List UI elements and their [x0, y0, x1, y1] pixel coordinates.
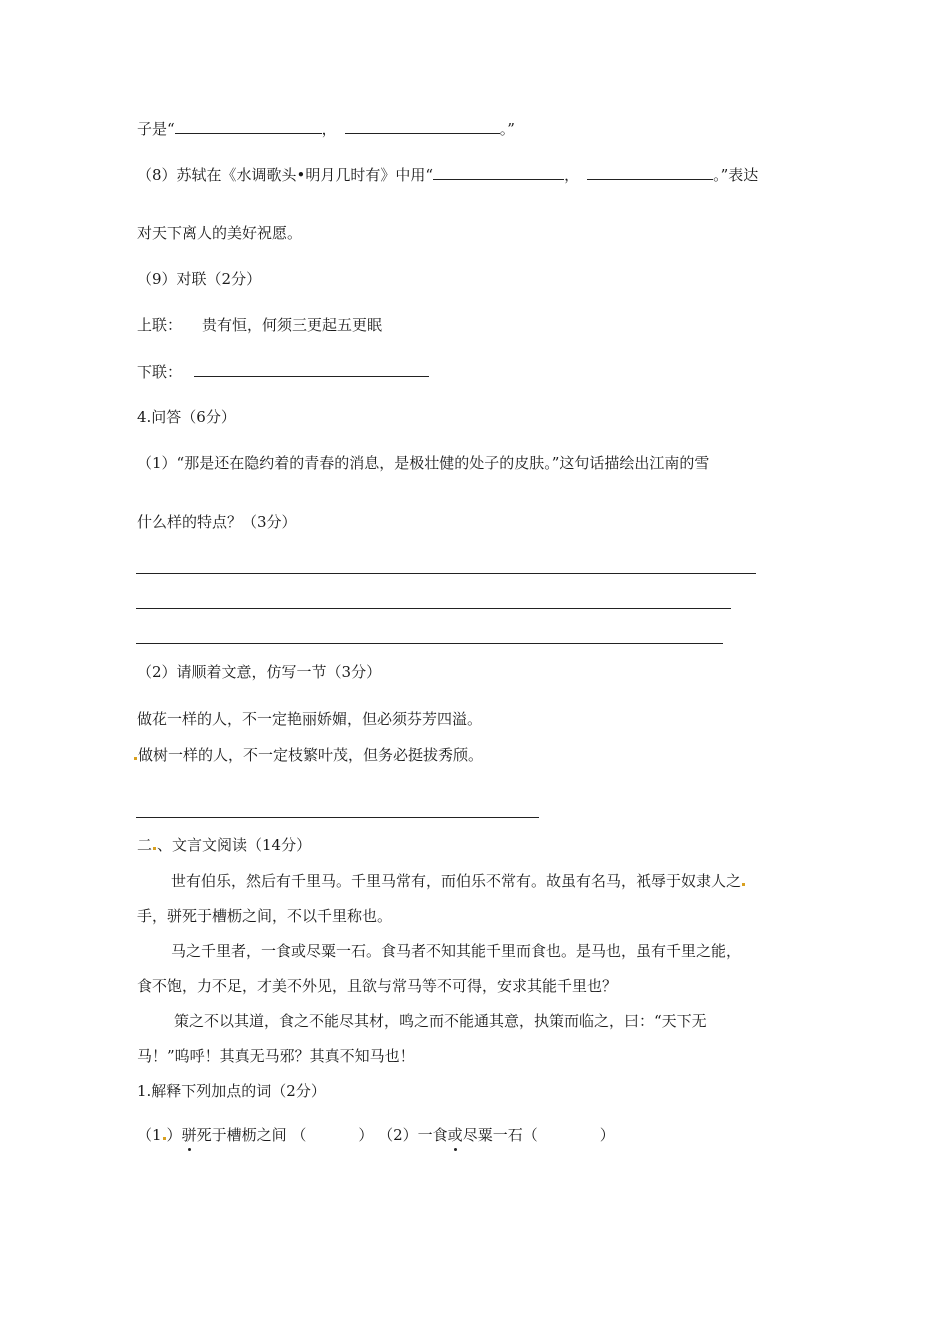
section-4-title: 4.问答（6分）: [137, 408, 236, 426]
question-1-items: （1 ）骈死于槽枥之间 （ ） （2）一食或尽粟一石（ ）: [137, 1126, 615, 1144]
couplet-upper: 上联： 贵有恒，何须三更起五更眠: [137, 316, 383, 334]
edit-mark: [742, 883, 745, 886]
edit-mark: [134, 757, 137, 760]
question-8: （8）苏轼在《水调歌头•明月几时有》中用“ ， 。”表达: [137, 166, 759, 184]
section-2-title: 二 、文言文阅读（14分）: [137, 836, 312, 854]
answer-line[interactable]: [136, 608, 731, 609]
answer-blank[interactable]: [433, 164, 564, 180]
answer-blank[interactable]: [587, 164, 713, 180]
answer-line[interactable]: [136, 817, 539, 818]
question-8-cont: 对天下离人的美好祝愿。: [137, 224, 303, 242]
question-4-1-cont: 什么样的特点？（3分）: [137, 513, 297, 531]
dotted-word: 骈: [181, 1126, 197, 1144]
couplet-lower: 下联：: [137, 361, 429, 382]
question-4-2: （2）请顺着文意，仿写一节（3分）: [137, 663, 382, 681]
dotted-word: 或: [447, 1126, 463, 1144]
passage-line: 马之千里者，一食或尽粟一石。食马者不知其能千里而食也。是马也，虽有千里之能，: [171, 942, 742, 960]
passage-line: 手，骈死于槽枥之间，不以千里称也。: [137, 907, 393, 925]
edit-mark: [163, 1137, 166, 1140]
answer-blank[interactable]: [194, 361, 429, 377]
fill-line-prev-quote: 子是“ ， 。”: [137, 120, 515, 138]
answer-blank[interactable]: [345, 118, 500, 134]
example-sentence-1: 做花一样的人，不一定艳丽娇媚，但必须芬芳四溢。: [137, 710, 483, 728]
passage-line: 食不饱，力不足，才美不外见，且欲与常马等不可得，安求其能千里也？: [137, 977, 618, 995]
question-4-1: （1）“那是还在隐约着的青春的消息，是极壮健的处子的皮肤。”这句话描绘出江南的雪: [137, 454, 710, 472]
question-9-title: （9）对联（2分）: [137, 270, 262, 288]
edit-mark: [153, 847, 156, 850]
question-1-title: 1.解释下列加点的词（2分）: [137, 1082, 326, 1100]
passage-line: 策之不以其道，食之不能尽其材，鸣之而不能通其意，执策而临之，曰：“天下无: [174, 1012, 707, 1030]
passage-line: 世有伯乐，然后有千里马。千里马常有，而伯乐不常有。故虽有名马，衹辱于奴隶人之: [171, 871, 746, 891]
answer-blank[interactable]: [175, 118, 322, 134]
passage-line: 马！”呜呼！其真无马邪？其真不知马也！: [137, 1047, 415, 1065]
example-sentence-2: 做树一样的人，不一定枝繁叶茂，但务必挺拔秀颀。: [133, 745, 483, 765]
answer-line[interactable]: [136, 573, 756, 574]
answer-line[interactable]: [136, 643, 723, 644]
